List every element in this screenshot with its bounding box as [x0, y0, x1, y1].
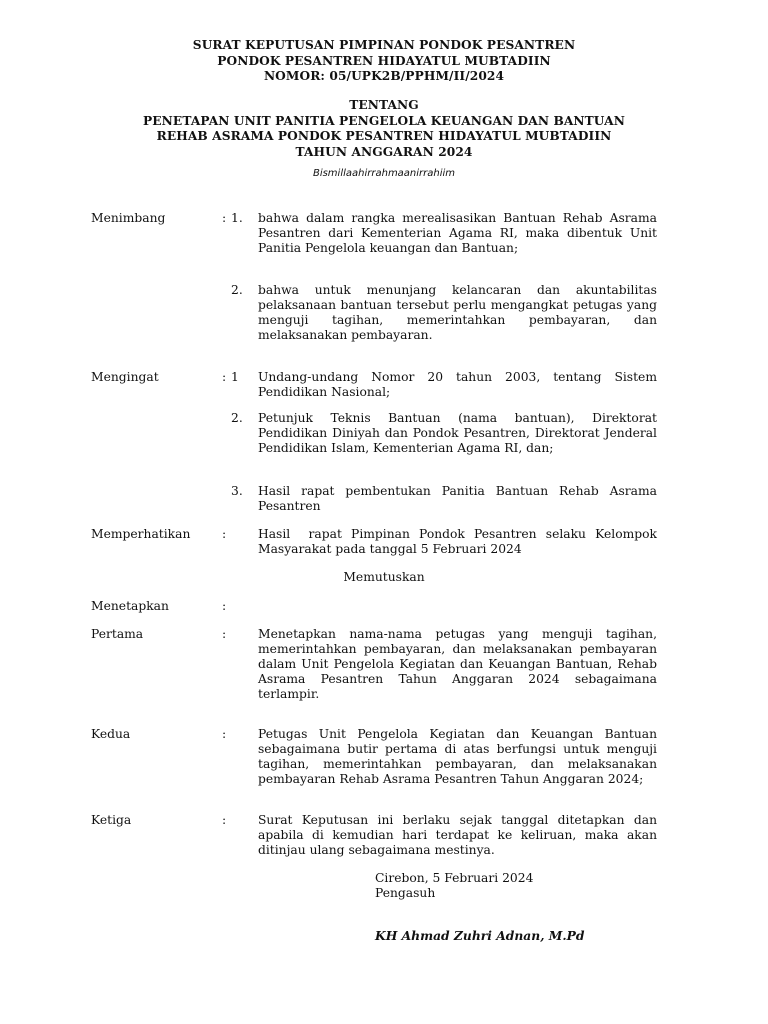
mengingat-label: Mengingat — [91, 370, 159, 384]
document-subject — [0, 98, 768, 160]
menimbang-item-2-text: bahwa untuk menunjang kelancaran dan akuntabilitas pelaksanaan bantuan tersebut perlu mengangkat petugas yang menguji tagihan, memerintahkan pembayaran, dan melaksanakan pembayaran. — [258, 283, 657, 342]
header-number: NOMOR: 05/UPK2B/PPHM/II/2024 — [263, 69, 505, 83]
ketiga-colon: : — [222, 813, 227, 827]
header-title-line1: SURAT KEPUTUSAN PIMPINAN PONDOK PESANTREN — [192, 38, 576, 52]
subject-line1: PENETAPAN UNIT PANITIA PENGELOLA KEUANGAN DAN BANTUAN — [143, 113, 625, 128]
pertama-label: Pertama — [91, 627, 144, 641]
pertama-colon: : — [222, 627, 227, 641]
menimbang-colon: : — [222, 211, 227, 225]
kedua-text: Petugas Unit Pengelola Kegiatan dan Keuangan Bantuan sebagaimana butir pertama di atas berfungsi untuk menguji tagihan, memerintahkan pembayaran, dan melaksanakan pembayaran Rehab Asrama Pesantren Tahun Anggaran 2024; — [258, 727, 657, 786]
menetapkan-label: Menetapkan — [91, 599, 169, 613]
menimbang-item-2-number: 2. — [231, 283, 243, 297]
document-header — [0, 38, 768, 85]
kedua-label: Kedua — [91, 727, 131, 741]
signature-role: Pengasuh — [375, 886, 436, 900]
menimbang-item-1-text: bahwa dalam rangka merealisasikan Bantuan Rehab Asrama Pesantren dari Kementerian Agama RI, maka dibentuk Unit Panitia Pengelola keuangan dan Bantuan; — [258, 211, 657, 255]
mengingat-item-3-number: 3. — [231, 484, 243, 498]
memperhatikan-label: Memperhatikan — [91, 527, 191, 541]
bismillah: Bismillaahirrahmaanirrahiim — [312, 168, 456, 179]
memperhatikan-colon: : — [222, 527, 227, 541]
menimbang-label: Menimbang — [91, 211, 166, 225]
header-title-line2: PONDOK PESANTREN HIDAYATUL MUBTADIIN — [217, 53, 551, 68]
signature-place-date: Cirebon, 5 Februari 2024 — [375, 871, 534, 885]
ketiga-label: Ketiga — [91, 813, 132, 827]
subject-line2: REHAB ASRAMA PONDOK PESANTREN HIDAYATUL MUBTADIIN — [156, 129, 612, 143]
mengingat-item-2-number: 2. — [231, 411, 243, 425]
pertama-text: Menetapkan nama-nama petugas yang menguji tagihan, memerintahkan pembayaran, dan melaksanakan pembayaran dalam Unit Pengelola Kegiatan dan Keuangan Bantuan, Rehab Asrama Pesantren Tahun Anggaran 2024 sebagaimana terlampir. — [258, 627, 657, 701]
mengingat-item-1-text: Undang-undang Nomor 20 tahun 2003, tentang Sistem Pendidikan Nasional; — [258, 370, 657, 399]
ketiga-text: Surat Keputusan ini berlaku sejak tanggal ditetapkan dan apabila di kemudian hari terdapat ke keliruan, maka akan ditinjau ulang sebagaimana mestinya. — [258, 813, 657, 857]
tentang-heading: TENTANG — [349, 98, 419, 112]
mengingat-item-3-text: Hasil rapat pembentukan Panitia Bantuan Rehab Asrama Pesantren — [258, 484, 657, 513]
memperhatikan-text: Hasil rapat Pimpinan Pondok Pesantren selaku Kelompok Masyarakat pada tanggal 5 Februari 2024 — [258, 527, 661, 556]
menetapkan-colon: : — [222, 599, 227, 613]
mengingat-item-1-number: 1 — [231, 370, 239, 384]
signature-name: KH Ahmad Zuhri Adnan, M.Pd — [375, 928, 585, 943]
memutuskan-heading: Memutuskan — [343, 570, 425, 584]
mengingat-colon: : — [222, 370, 227, 384]
mengingat-item-2-text: Petunjuk Teknis Bantuan (nama bantuan), Direktorat Pendidikan Diniyah dan Pondok Pesantren, Direktorat Jenderal Pendidikan Islam, Kementerian Agama RI, dan; — [258, 411, 657, 455]
subject-line3: TAHUN ANGGARAN 2024 — [295, 144, 473, 159]
kedua-colon: : — [222, 727, 227, 741]
menimbang-item-1-number: 1. — [231, 211, 243, 225]
